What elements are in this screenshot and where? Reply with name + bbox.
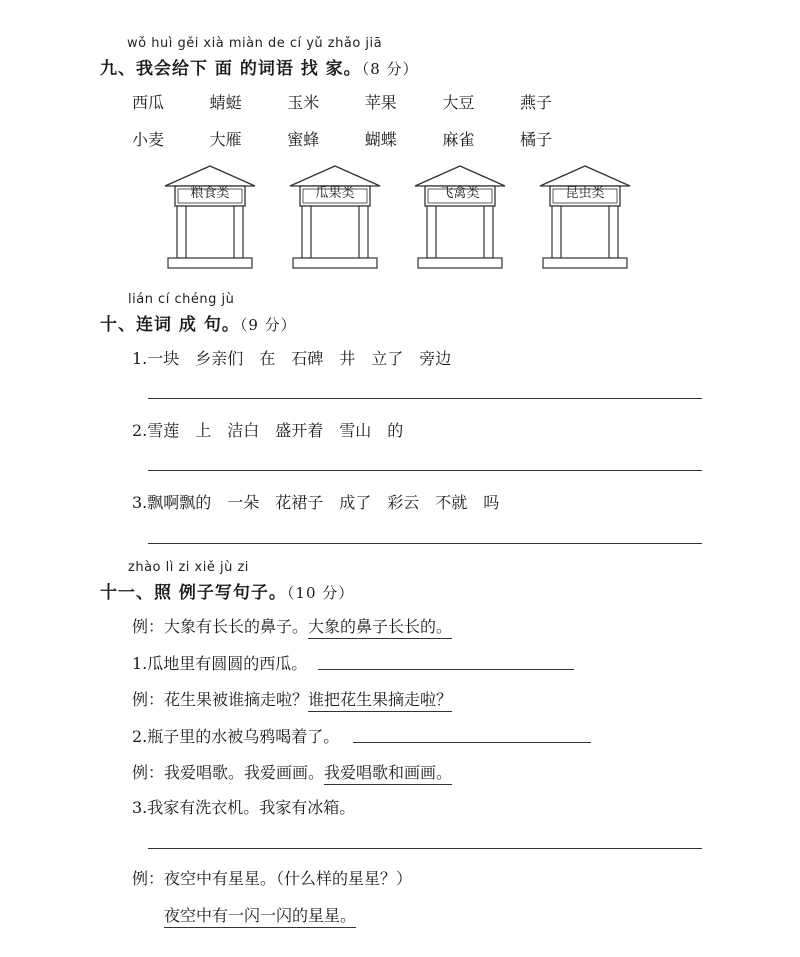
reorder-item-2: 2.雪莲 上 洁白 盛开着 雪山 的: [132, 421, 404, 440]
word-item: 橘子: [519, 130, 552, 149]
word-item: 蝴蝶: [364, 130, 397, 149]
house-label: 飞禽类: [440, 186, 480, 201]
example-1-answer: 大象的鼻子长长的。: [308, 617, 452, 639]
house-fruit: [285, 164, 385, 269]
example-2-prefix: 例：花生果被谁摘走啦？: [132, 690, 309, 709]
word-item: 西瓜: [132, 93, 165, 112]
section11-heading: [100, 578, 354, 603]
example-4: 例：夜空中有星星。（什么样的星星？）: [132, 869, 413, 888]
answer-line-q2[interactable]: [353, 742, 591, 743]
word-row-2: [132, 127, 552, 150]
word-item: 蜜蜂: [287, 130, 320, 149]
answer-line-3[interactable]: [148, 543, 702, 544]
house-label: 粮食类: [190, 186, 230, 201]
section10-score: （9 分）: [239, 316, 297, 334]
question-1: 1.瓜地里有圆圆的西瓜。: [132, 654, 308, 673]
example-1-prefix: 例：大象有长长的鼻子。: [132, 617, 309, 636]
example-2-answer: 谁把花生果摘走啦？: [308, 690, 452, 712]
house-drawing: [535, 164, 635, 269]
example-1: [132, 614, 452, 637]
section9-heading: [100, 54, 419, 79]
example-4-answer: 夜空中有一闪一闪的星星。: [164, 906, 356, 928]
answer-line-2[interactable]: [148, 470, 702, 471]
answer-line-q1[interactable]: [318, 669, 574, 670]
section10-title: 十、连词 成 句。: [100, 315, 240, 335]
word-item: 蜻蜓: [209, 93, 242, 112]
section10-pinyin: lián cí chéng jù: [128, 292, 235, 307]
example-3-answer: 我爱唱歌和画画。: [324, 763, 452, 785]
word-row-1: [132, 90, 552, 113]
reorder-item-1: 1.一块 乡亲们 在 石碑 井 立了 旁边: [132, 349, 452, 368]
section11-title: 十一、照 例子写句子。: [100, 583, 287, 603]
word-item: 小麦: [132, 130, 165, 149]
house-drawing: [160, 164, 260, 269]
example-2: [132, 687, 452, 710]
house-birds: [410, 164, 510, 269]
section11-score: （10 分）: [286, 584, 355, 602]
section9-score: （8 分）: [361, 60, 419, 78]
reorder-item-3: 3.飘啊飘的 一朵 花裙子 成了 彩云 不就 吗: [132, 493, 500, 512]
house-drawing: [285, 164, 385, 269]
section11-pinyin: zhào lì zi xiě jù zi: [128, 560, 249, 575]
house-drawing: [410, 164, 510, 269]
question-2: 2.瓶子里的水被乌鸦喝着了。: [132, 727, 340, 746]
question-3: 3.我家有洗衣机。我家有冰箱。: [132, 798, 356, 817]
word-item: 大豆: [442, 93, 475, 112]
house-insects: [535, 164, 635, 269]
house-label: 瓜果类: [315, 186, 355, 201]
section9-title: 九、我会给下 面 的词语 找 家。: [100, 59, 362, 79]
word-item: 玉米: [287, 93, 320, 112]
example-4-answer-row: [164, 903, 356, 926]
house-label: 昆虫类: [565, 186, 605, 201]
example-3-prefix: 例：我爱唱歌。我爱画画。: [132, 763, 325, 782]
answer-line-1[interactable]: [148, 398, 702, 399]
section9-pinyin: wǒ huì gěi xià miàn de cí yǔ zhǎo jiā: [127, 36, 383, 51]
word-item: 苹果: [364, 93, 397, 112]
word-item: 麻雀: [442, 130, 475, 149]
word-item: 燕子: [519, 93, 552, 112]
answer-line-q3[interactable]: [148, 848, 702, 849]
example-3: [132, 760, 452, 783]
section10-heading: [100, 310, 297, 335]
word-item: 大雁: [209, 130, 242, 149]
house-grain: [160, 164, 260, 269]
